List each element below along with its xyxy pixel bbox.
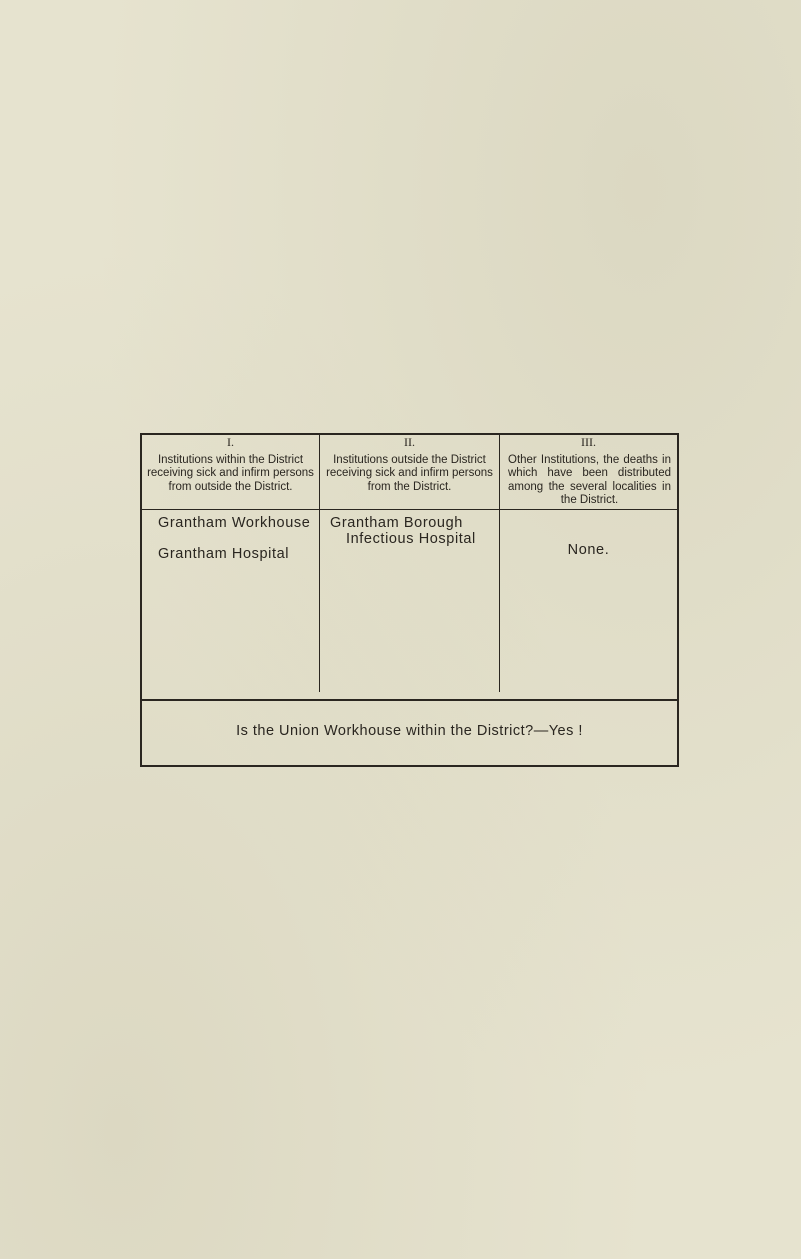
institution-entry-line: Grantham Borough [330,515,463,531]
institution-entry: None. [567,542,610,558]
column-header-2 [320,435,499,509]
column-heading: Institutions outside the District receiving sick and infirm persons from the District. [326,453,493,493]
footer-rule [142,699,677,701]
column-numeral: I. [227,435,234,449]
column-heading: Other Institutions, the deaths in which have been distributed among the several localities in the District. [508,453,671,506]
column-header-1 [142,435,319,509]
column-2-entries [320,515,499,547]
column-1-entries [158,515,318,577]
column-numeral: II. [404,435,415,449]
workhouse-question: Is the Union Workhouse within the District?—Yes ! [236,723,583,739]
institutions-table [140,433,679,767]
institution-entry: Grantham Workhouse [158,515,311,531]
header-rule [142,509,677,510]
column-numeral: III. [581,435,596,449]
institution-entry: Grantham Hospital [158,546,290,562]
column-heading: Institutions within the District receiving sick and infirm persons from outside the District. [147,453,314,493]
column-header-3 [500,435,677,509]
institution-entry-line: Infectious Hospital [346,531,476,547]
column-3-entries [500,542,677,558]
